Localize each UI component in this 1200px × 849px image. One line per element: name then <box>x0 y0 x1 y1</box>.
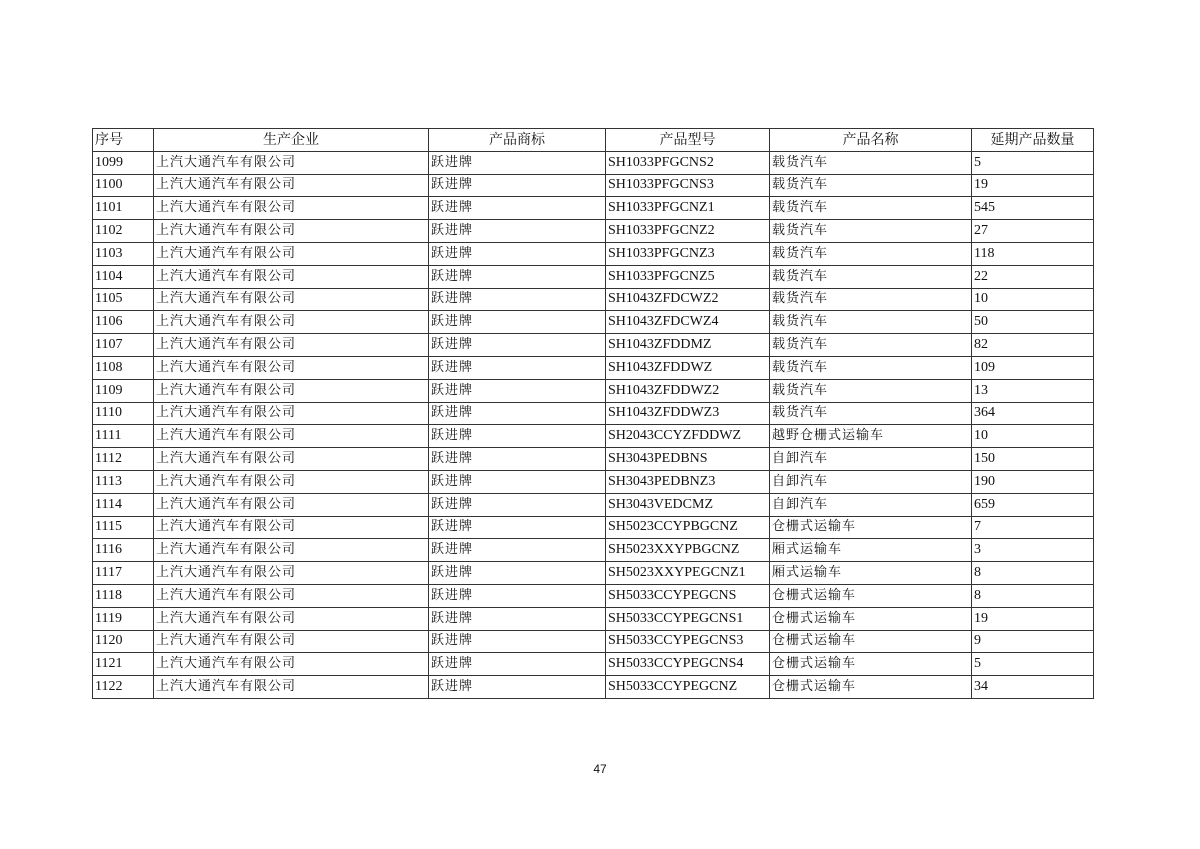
cell-seq: 1114 <box>93 493 154 516</box>
cell-extension-count: 109 <box>972 356 1094 379</box>
cell-extension-count: 7 <box>972 516 1094 539</box>
cell-manufacturer: 上汽大通汽车有限公司 <box>154 151 429 174</box>
cell-extension-count: 22 <box>972 265 1094 288</box>
cell-extension-count: 3 <box>972 539 1094 562</box>
cell-extension-count: 150 <box>972 448 1094 471</box>
cell-product-name: 载货汽车 <box>770 265 972 288</box>
cell-manufacturer: 上汽大通汽车有限公司 <box>154 379 429 402</box>
cell-manufacturer: 上汽大通汽车有限公司 <box>154 356 429 379</box>
cell-manufacturer: 上汽大通汽车有限公司 <box>154 288 429 311</box>
cell-manufacturer: 上汽大通汽车有限公司 <box>154 562 429 585</box>
cell-extension-count: 50 <box>972 311 1094 334</box>
cell-model: SH3043PEDBNZ3 <box>606 470 770 493</box>
cell-seq: 1120 <box>93 630 154 653</box>
cell-brand: 跃进牌 <box>429 470 606 493</box>
cell-product-name: 仓栅式运输车 <box>770 676 972 699</box>
cell-seq: 1107 <box>93 334 154 357</box>
table-row <box>93 470 1094 493</box>
page-number: 47 <box>593 762 607 776</box>
header-brand: 产品商标 <box>429 129 606 152</box>
cell-model: SH1043ZFDDWZ2 <box>606 379 770 402</box>
cell-brand: 跃进牌 <box>429 220 606 243</box>
cell-manufacturer: 上汽大通汽车有限公司 <box>154 584 429 607</box>
cell-manufacturer: 上汽大通汽车有限公司 <box>154 470 429 493</box>
table-row <box>93 676 1094 699</box>
cell-extension-count: 19 <box>972 607 1094 630</box>
cell-model: SH5033CCYPEGCNS3 <box>606 630 770 653</box>
cell-brand: 跃进牌 <box>429 265 606 288</box>
cell-model: SH2043CCYZFDDWZ <box>606 425 770 448</box>
cell-brand: 跃进牌 <box>429 356 606 379</box>
cell-manufacturer: 上汽大通汽车有限公司 <box>154 197 429 220</box>
table-header-row <box>93 129 1094 152</box>
cell-seq: 1109 <box>93 379 154 402</box>
table-body <box>93 151 1094 698</box>
cell-extension-count: 34 <box>972 676 1094 699</box>
cell-seq: 1103 <box>93 242 154 265</box>
table-row <box>93 334 1094 357</box>
cell-model: SH1043ZFDDWZ3 <box>606 402 770 425</box>
cell-model: SH1033PFGCNZ2 <box>606 220 770 243</box>
header-seq: 序号 <box>93 129 154 152</box>
cell-seq: 1119 <box>93 607 154 630</box>
table-row <box>93 493 1094 516</box>
table-row <box>93 379 1094 402</box>
cell-manufacturer: 上汽大通汽车有限公司 <box>154 220 429 243</box>
cell-brand: 跃进牌 <box>429 607 606 630</box>
table-row <box>93 265 1094 288</box>
table-row <box>93 174 1094 197</box>
cell-manufacturer: 上汽大通汽车有限公司 <box>154 425 429 448</box>
cell-model: SH1043ZFDCWZ2 <box>606 288 770 311</box>
product-extension-table <box>92 128 1094 699</box>
cell-model: SH3043VEDCMZ <box>606 493 770 516</box>
cell-product-name: 厢式运输车 <box>770 562 972 585</box>
cell-brand: 跃进牌 <box>429 174 606 197</box>
cell-brand: 跃进牌 <box>429 288 606 311</box>
cell-product-name: 越野仓栅式运输车 <box>770 425 972 448</box>
cell-model: SH5033CCYPEGCNS4 <box>606 653 770 676</box>
cell-manufacturer: 上汽大通汽车有限公司 <box>154 448 429 471</box>
cell-extension-count: 659 <box>972 493 1094 516</box>
table-row <box>93 425 1094 448</box>
cell-seq: 1115 <box>93 516 154 539</box>
cell-product-name: 自卸汽车 <box>770 493 972 516</box>
table-row <box>93 311 1094 334</box>
cell-brand: 跃进牌 <box>429 516 606 539</box>
table-row <box>93 288 1094 311</box>
cell-manufacturer: 上汽大通汽车有限公司 <box>154 539 429 562</box>
table-row <box>93 607 1094 630</box>
cell-product-name: 载货汽车 <box>770 379 972 402</box>
cell-manufacturer: 上汽大通汽车有限公司 <box>154 265 429 288</box>
cell-manufacturer: 上汽大通汽车有限公司 <box>154 242 429 265</box>
cell-brand: 跃进牌 <box>429 493 606 516</box>
cell-extension-count: 5 <box>972 653 1094 676</box>
cell-model: SH5033CCYPEGCNZ <box>606 676 770 699</box>
cell-seq: 1116 <box>93 539 154 562</box>
cell-manufacturer: 上汽大通汽车有限公司 <box>154 311 429 334</box>
cell-model: SH1043ZFDCWZ4 <box>606 311 770 334</box>
cell-brand: 跃进牌 <box>429 676 606 699</box>
cell-extension-count: 545 <box>972 197 1094 220</box>
cell-brand: 跃进牌 <box>429 197 606 220</box>
cell-seq: 1121 <box>93 653 154 676</box>
cell-manufacturer: 上汽大通汽车有限公司 <box>154 630 429 653</box>
cell-brand: 跃进牌 <box>429 562 606 585</box>
cell-product-name: 自卸汽车 <box>770 470 972 493</box>
cell-manufacturer: 上汽大通汽车有限公司 <box>154 607 429 630</box>
cell-extension-count: 190 <box>972 470 1094 493</box>
table-row <box>93 242 1094 265</box>
cell-seq: 1105 <box>93 288 154 311</box>
cell-manufacturer: 上汽大通汽车有限公司 <box>154 174 429 197</box>
cell-manufacturer: 上汽大通汽车有限公司 <box>154 334 429 357</box>
cell-manufacturer: 上汽大通汽车有限公司 <box>154 653 429 676</box>
header-model: 产品型号 <box>606 129 770 152</box>
header-extension-count: 延期产品数量 <box>972 129 1094 152</box>
cell-extension-count: 10 <box>972 425 1094 448</box>
cell-model: SH1043ZFDDWZ <box>606 356 770 379</box>
table-row <box>93 356 1094 379</box>
table-row <box>93 197 1094 220</box>
cell-extension-count: 5 <box>972 151 1094 174</box>
cell-extension-count: 9 <box>972 630 1094 653</box>
cell-brand: 跃进牌 <box>429 402 606 425</box>
table-row <box>93 562 1094 585</box>
cell-model: SH5023CCYPBGCNZ <box>606 516 770 539</box>
cell-brand: 跃进牌 <box>429 379 606 402</box>
cell-product-name: 自卸汽车 <box>770 448 972 471</box>
cell-brand: 跃进牌 <box>429 311 606 334</box>
cell-brand: 跃进牌 <box>429 242 606 265</box>
cell-seq: 1106 <box>93 311 154 334</box>
table-row <box>93 653 1094 676</box>
cell-product-name: 载货汽车 <box>770 334 972 357</box>
cell-manufacturer: 上汽大通汽车有限公司 <box>154 676 429 699</box>
cell-manufacturer: 上汽大通汽车有限公司 <box>154 516 429 539</box>
cell-seq: 1108 <box>93 356 154 379</box>
cell-extension-count: 118 <box>972 242 1094 265</box>
cell-brand: 跃进牌 <box>429 653 606 676</box>
cell-extension-count: 8 <box>972 584 1094 607</box>
cell-manufacturer: 上汽大通汽车有限公司 <box>154 402 429 425</box>
cell-extension-count: 10 <box>972 288 1094 311</box>
cell-product-name: 载货汽车 <box>770 151 972 174</box>
table-row <box>93 630 1094 653</box>
cell-seq: 1110 <box>93 402 154 425</box>
cell-product-name: 载货汽车 <box>770 197 972 220</box>
cell-brand: 跃进牌 <box>429 151 606 174</box>
header-product-name: 产品名称 <box>770 129 972 152</box>
cell-seq: 1104 <box>93 265 154 288</box>
cell-product-name: 载货汽车 <box>770 402 972 425</box>
table-row <box>93 584 1094 607</box>
cell-seq: 1118 <box>93 584 154 607</box>
table-row <box>93 516 1094 539</box>
cell-brand: 跃进牌 <box>429 584 606 607</box>
cell-model: SH1033PFGCNS3 <box>606 174 770 197</box>
table-row <box>93 151 1094 174</box>
cell-seq: 1111 <box>93 425 154 448</box>
cell-model: SH1033PFGCNZ1 <box>606 197 770 220</box>
cell-product-name: 载货汽车 <box>770 356 972 379</box>
cell-extension-count: 82 <box>972 334 1094 357</box>
cell-product-name: 仓栅式运输车 <box>770 653 972 676</box>
cell-brand: 跃进牌 <box>429 334 606 357</box>
cell-manufacturer: 上汽大通汽车有限公司 <box>154 493 429 516</box>
cell-seq: 1113 <box>93 470 154 493</box>
cell-extension-count: 27 <box>972 220 1094 243</box>
cell-brand: 跃进牌 <box>429 630 606 653</box>
cell-product-name: 载货汽车 <box>770 174 972 197</box>
cell-model: SH5033CCYPEGCNS1 <box>606 607 770 630</box>
cell-product-name: 载货汽车 <box>770 220 972 243</box>
cell-model: SH1033PFGCNZ5 <box>606 265 770 288</box>
cell-product-name: 载货汽车 <box>770 311 972 334</box>
cell-brand: 跃进牌 <box>429 425 606 448</box>
cell-product-name: 仓栅式运输车 <box>770 630 972 653</box>
cell-product-name: 载货汽车 <box>770 288 972 311</box>
cell-seq: 1101 <box>93 197 154 220</box>
cell-product-name: 仓栅式运输车 <box>770 607 972 630</box>
cell-model: SH5023XXYPEGCNZ1 <box>606 562 770 585</box>
cell-seq: 1099 <box>93 151 154 174</box>
cell-brand: 跃进牌 <box>429 448 606 471</box>
cell-product-name: 仓栅式运输车 <box>770 516 972 539</box>
cell-model: SH3043PEDBNS <box>606 448 770 471</box>
cell-product-name: 厢式运输车 <box>770 539 972 562</box>
cell-extension-count: 8 <box>972 562 1094 585</box>
cell-product-name: 载货汽车 <box>770 242 972 265</box>
cell-seq: 1117 <box>93 562 154 585</box>
cell-product-name: 仓栅式运输车 <box>770 584 972 607</box>
header-manufacturer: 生产企业 <box>154 129 429 152</box>
cell-brand: 跃进牌 <box>429 539 606 562</box>
table-row <box>93 448 1094 471</box>
cell-model: SH1033PFGCNZ3 <box>606 242 770 265</box>
cell-seq: 1100 <box>93 174 154 197</box>
cell-extension-count: 13 <box>972 379 1094 402</box>
table-row <box>93 539 1094 562</box>
cell-model: SH5033CCYPEGCNS <box>606 584 770 607</box>
cell-model: SH5023XXYPBGCNZ <box>606 539 770 562</box>
table-row <box>93 402 1094 425</box>
cell-seq: 1112 <box>93 448 154 471</box>
cell-seq: 1122 <box>93 676 154 699</box>
cell-extension-count: 19 <box>972 174 1094 197</box>
cell-extension-count: 364 <box>972 402 1094 425</box>
cell-model: SH1043ZFDDMZ <box>606 334 770 357</box>
cell-model: SH1033PFGCNS2 <box>606 151 770 174</box>
cell-seq: 1102 <box>93 220 154 243</box>
table-row <box>93 220 1094 243</box>
